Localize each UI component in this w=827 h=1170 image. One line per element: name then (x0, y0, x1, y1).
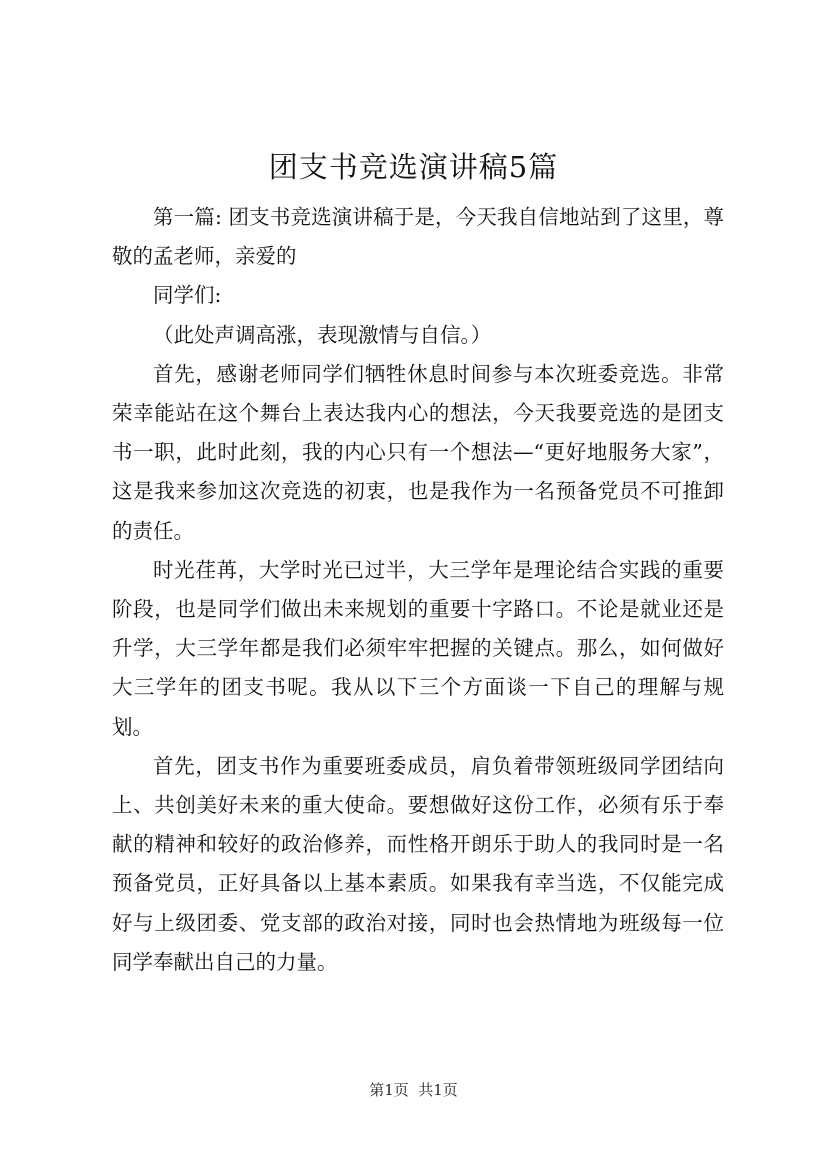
page-number-footer: 第1页 共1页 (369, 1081, 458, 1099)
paragraph-opening: 第一篇: 团支书竞选演讲稿于是，今天我自信地站到了这里，尊敬的孟老师，亲爱的 (112, 205, 724, 269)
document-title: 团支书竞选演讲稿5篇 (268, 150, 559, 184)
paragraph-stage-direction: （此处声调高涨，表现激情与自信。） (153, 322, 492, 347)
document-body (112, 198, 724, 982)
paragraph-salutation: 同学们: (153, 283, 222, 308)
paragraph-thanks: 首先，感谢老师同学们牺牲休息时间参与本次班委竞选。非常荣幸能站在这个舞台上表达我内心的想法，今天我要竞选的是团支书一职，此时此刻，我的内心只有一个想法—“更好地服务大家”，这是我来参加这次竞选的初衷，也是我作为一名预备党员不可推卸的责任。 (112, 361, 724, 543)
paragraph-junior-year: 时光荏苒，大学时光已过半，大三学年是理论结合实践的重要阶段，也是同学们做出未来规划的重要十字路口。不论是就业还是升学，大三学年都是我们必须牢牢把握的关键点。那么，如何做好大三学年的团支书呢。我从以下三个方面谈一下自己的理解与规划。 (112, 557, 724, 739)
paragraph-responsibility: 首先，团支书作为重要班委成员，肩负着带领班级同学团结向上、共创美好未来的重大使命。要想做好这份工作，必须有乐于奉献的精神和较好的政治修养，而性格开朗乐于助人的我同时是一名预备党员，正好具备以上基本素质。如果我有幸当选，不仅能完成好与上级团委、党支部的政治对接，同时也会热情地为班级每一位同学奉献出自己的力量。 (112, 753, 724, 974)
